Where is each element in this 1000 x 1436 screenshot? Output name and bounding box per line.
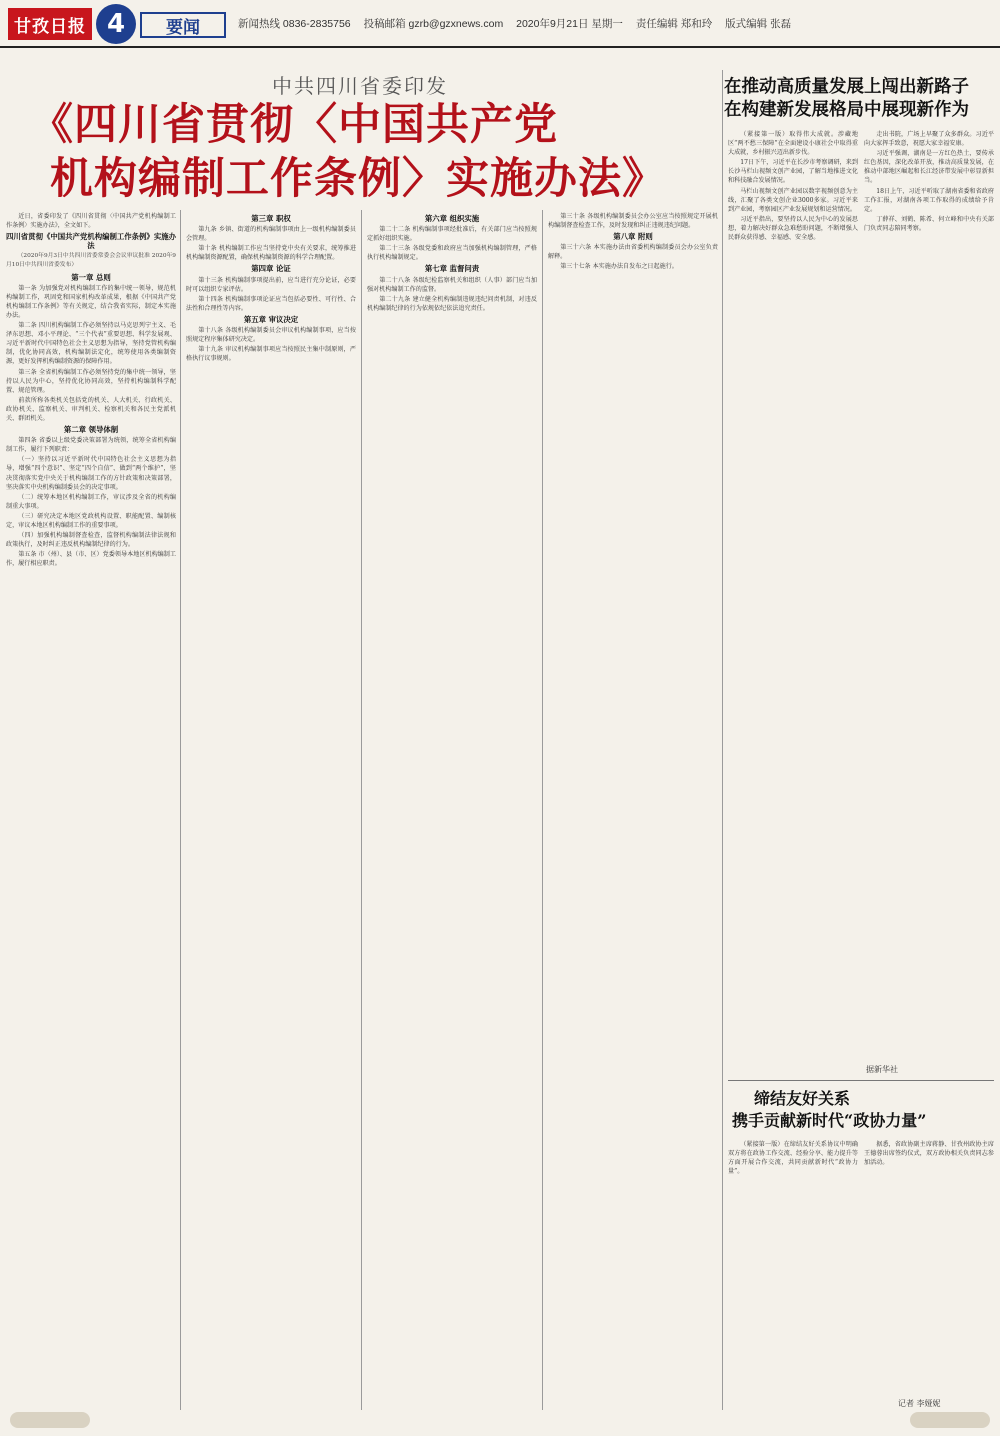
paragraph: 第五条 市（州）、县（市、区）党委领导本地区机构编制工作，履行相应职责。 [6, 551, 176, 568]
doc-note: （2020年9月3日中共四川省委常委会会议审议批准 2020年9月10日中共四川省委发布） [6, 253, 176, 269]
sub-article-column-2 [864, 1140, 994, 1395]
designer: 版式编辑 张磊 [725, 18, 792, 30]
right-headline-line2: 在构建新发展格局中展现新作为 [724, 100, 969, 120]
footer-decoration-icon [910, 1412, 990, 1428]
paragraph: 第一条 为加强党对机构编制工作的集中统一领导，规范机构编制工作，巩固党和国家机构改革成果，根据《中国共产党机构编制工作条例》等有关规定，结合我省实际，制定本实施办法。 [6, 284, 176, 319]
paragraph: 第四条 省委以上级党委决策部署为统领，统筹全省机构编制工作，履行下列职责： [6, 437, 176, 454]
paragraph: 习近平强调，湖南是一方红色热土，要传承红色基因，深化改革开放，推动高质量发展，在推动中部地区崛起和长江经济带发展中彰显新担当。 [864, 150, 994, 185]
paragraph: 第三十七条 本实施办法自发布之日起施行。 [560, 263, 678, 271]
paragraph: 17日下午，习近平在长沙市考察调研，来到长沙马栏山视频文创产业园，了解当地推进文化和科技融合发展情况。 [728, 159, 858, 185]
issue-date: 2020年9月21日 星期一 [516, 18, 623, 30]
chapter-heading: 第三章 职权 [251, 214, 291, 223]
paragraph: 据悉，省政协副主席蒋静、甘孜州政协主席王德蓉出席签约仪式，双方政协相关负责同志参加活动。 [864, 1141, 994, 1167]
page-number: 4 [96, 4, 136, 44]
paragraph: 第二十三条 各级党委和政府应当加强机构编制管理，严格执行机构编制规定。 [367, 245, 537, 262]
article-title-line1: 《四川省贯彻〈中国共产党 [30, 100, 558, 150]
dateline: 据新华社 [866, 1065, 898, 1074]
paragraph: 第三十六条 本实施办法由省委机构编制委员会办公室负责解释。 [548, 244, 718, 261]
right-article-column-2 [864, 130, 994, 1060]
column-divider [361, 210, 362, 1410]
paragraph: 马栏山视频文创产业园以数字视频创意为主线，汇聚了各类文创企业3000多家。习近平来到产业园，考察园区产业发展规划和运营情况。 [728, 187, 858, 213]
paragraph: 第三十条 各级机构编制委员会办公室应当按照规定开展机构编制督查检查工作，及时发现和纠正违规违纪问题。 [548, 213, 718, 230]
paragraph: 前款所称各类机关包括党的机关、人大机关、行政机关、政协机关、监察机关、审判机关、检察机关和各民主党派机关、群团机关。 [6, 396, 176, 422]
article-column-4 [548, 212, 718, 1408]
paragraph: 第二十八条 各级纪检监察机关和组织（人事）部门应当加强对机构编制工作的监督。 [367, 276, 537, 293]
newspaper-logo: 甘孜日报 [8, 8, 92, 40]
chapter-heading: 第八章 附则 [613, 232, 653, 242]
email: 投稿邮箱 gzrb@gzxnews.com [363, 18, 504, 30]
editor: 责任编辑 郑和玲 [635, 18, 713, 30]
article-kicker: 中共四川省委印发 [272, 74, 448, 98]
right-article-headline [724, 76, 994, 122]
paragraph: 丁薛祥、刘鹤、陈希、何立峰和中央有关部门负责同志陪同考察。 [864, 215, 994, 232]
paragraph: 走出书院，广场上早聚了众多群众。习近平向大家挥手致意，祝愿大家幸福安康。 [864, 131, 994, 148]
sub-article-headline [732, 1088, 994, 1132]
right-article-column-1 [728, 130, 858, 1060]
paragraph: 第二十九条 建立健全机构编制违规违纪问责机制，对违反机构编制纪律的行为依规依纪依法追究责任。 [367, 295, 537, 312]
masthead [0, 0, 1000, 48]
paragraph: （紧接第一版）在缔结友好关系协议中明确双方将在政协工作交流、经验分享、能力提升等方面开展合作交流，共同贡献新时代“政协力量”。 [728, 1141, 858, 1176]
chapter-heading: 第四章 论证 [251, 264, 291, 274]
paragraph: 第十九条 审议机构编制事项应当按照民主集中制原则，严格执行议事规则。 [186, 346, 356, 363]
paragraph: （四）加强机构编制督查检查，监督机构编制法律法规和政策执行，及时纠正违反机构编制纪律的行为。 [6, 532, 176, 549]
paragraph: （二）统筹本地区机构编制工作，审议涉及全省的机构编制重大事项。 [6, 493, 176, 510]
paragraph: 习近平指出，要坚持以人民为中心的发展思想，着力解决好群众急难愁盼问题，不断增强人民群众获得感、幸福感、安全感。 [728, 215, 858, 242]
intro-paragraph: 近日，省委印发了《四川省贯彻〈中国共产党机构编制工作条例〉实施办法》，全文如下。 [6, 213, 176, 230]
article-column-3 [367, 212, 537, 1408]
column-divider [180, 210, 181, 1410]
story-divider [728, 1080, 994, 1081]
paragraph: （一）坚持以习近平新时代中国特色社会主义思想为指导，增强“四个意识”、坚定“四个自信”、做到“两个维护”，坚决贯彻落实党中央关于机构编制工作的方针政策和决策部署，坚决落实中央机构编制委员会的决定事项。 [6, 456, 176, 491]
paragraph: （三）研究决定本地区党政机构设置、职能配置、编制核定，审议本地区机构编制工作的重要事项。 [6, 512, 176, 529]
chapter-heading: 第六章 组织实施 [424, 214, 480, 223]
paragraph: 第十条 机构编制工作应当坚持党中央有关要求，统筹推进机构编制资源配置，确保机构编制资源的科学合理配置。 [186, 245, 356, 262]
paragraph: 18日上午，习近平听取了湖南省委和省政府工作汇报，对湖南各项工作取得的成绩给予肯定。 [864, 187, 994, 213]
paragraph: 第二条 四川机构编制工作必须坚持以马克思列宁主义、毛泽东思想、邓小平理论、“三个代表”重要思想、科学发展观、习近平新时代中国特色社会主义思想为指导，坚持党管机构编制，优化协同高效，机构编制法定化，统筹使用各类编制资源，更好发挥机构编制资源的保障作用。 [6, 322, 176, 366]
footer-decoration-icon [10, 1412, 90, 1428]
article-column-2 [186, 212, 356, 1408]
chapter-heading: 第七章 监督问责 [424, 264, 480, 274]
doc-title: 四川省贯彻《中国共产党机构编制工作条例》实施办法 [6, 232, 176, 251]
article-title-line2: 机构编制工作条例〉实施办法》 [50, 154, 666, 204]
right-headline-line1: 在推动高质量发展上闯出新路子 [724, 77, 969, 97]
paragraph: 第九条 乡镇、街道的机构编制事项由上一级机构编制委员会管理。 [186, 226, 356, 243]
column-divider [542, 210, 543, 1410]
article-column-1 [6, 212, 176, 1408]
sub-headline-line1: 缔结友好关系 [754, 1089, 851, 1108]
paragraph: 第二十二条 机构编制事项经批准后，有关部门应当按照规定抓好组织实施。 [367, 226, 537, 243]
article-title [30, 98, 720, 206]
paragraph: 第三条 全省机构编制工作必须坚持党的集中统一领导，坚持以人民为中心，坚持优化协同高效，坚持机构编制科学配置、规范管理。 [6, 368, 176, 394]
sub-article-column-1 [728, 1140, 858, 1395]
paragraph: （紧接第一版）取得伟大成就。涉藏地区“两不愁三保障”在全面建设小康社会中取得重大成就，乡村振兴迈出新步伐。 [728, 131, 858, 157]
column-divider [722, 70, 723, 1410]
byline: 记者 李娅妮 [898, 1399, 941, 1408]
hotline: 新闻热线 0836-2835756 [238, 18, 351, 30]
chapter-heading: 第五章 审议决定 [243, 314, 299, 324]
chapter-heading: 第一章 总则 [71, 272, 111, 282]
paragraph: 第十八条 各级机构编制委员会审议机构编制事项，应当按照规定程序集体研究决定。 [186, 327, 356, 344]
paragraph: 第十四条 机构编制事项论证应当包括必要性、可行性、合法性和合理性等内容。 [186, 295, 356, 312]
masthead-meta [238, 16, 801, 31]
chapter-heading: 第二章 领导体制 [63, 425, 119, 435]
sub-headline-line2: 携手贡献新时代“政协力量” [732, 1111, 927, 1130]
paragraph: 第十三条 机构编制事项提出前，应当进行充分论证，必要时可以组织专家评估。 [186, 276, 356, 293]
section-label: 要闻 [140, 12, 226, 38]
